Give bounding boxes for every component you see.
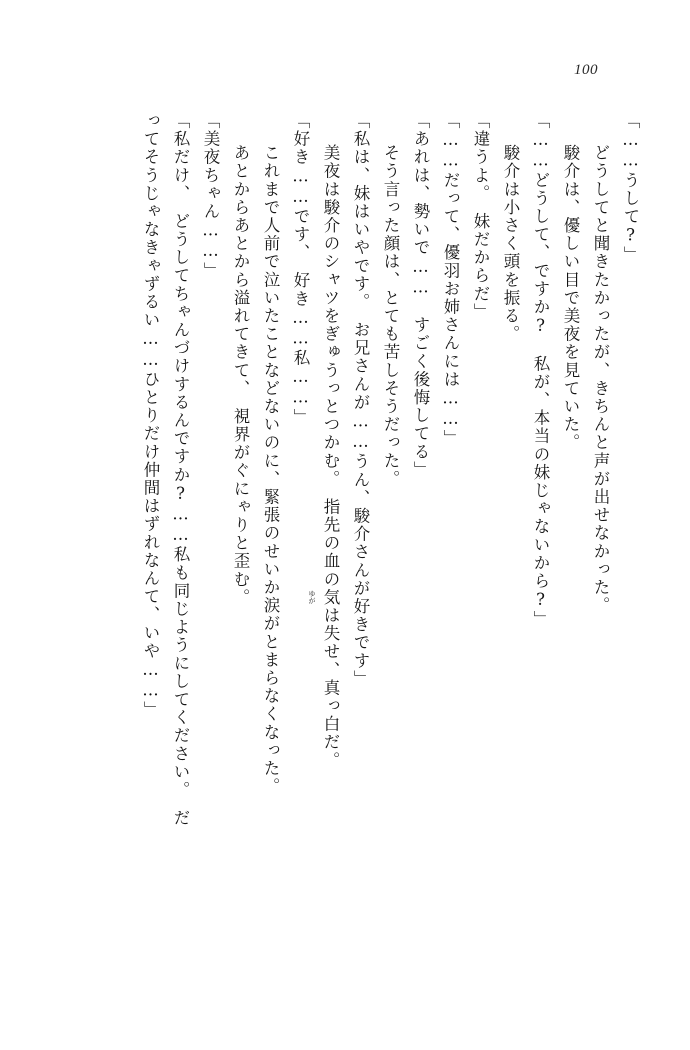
text-column: 駿介は小さく頭を振る。 xyxy=(501,126,520,344)
text-column: 「……だって、優羽お姉さんには……」 xyxy=(441,112,460,448)
vertical-text-block xyxy=(128,112,638,842)
text-column: 「違うよ。 妹だからだ」 xyxy=(471,112,490,321)
text-column: そう言った顔は、とても苦しそうだった。 xyxy=(381,126,400,488)
text-column: 美夜は駿介のシャツをぎゅうっとつかむ。 指先の血の気は失せ、真っ白だ。 xyxy=(321,126,340,770)
text-column: これまで人前で泣いたことなどないのに、緊張のせいか涙がとまらなくなった。 xyxy=(261,126,280,796)
page-number: 100 xyxy=(574,62,598,78)
text-column: 「……うして?」 xyxy=(621,112,640,265)
text-column: ってそうじゃなきゃずるい……ひとりだけ仲間はずれなんて、いや……」 xyxy=(141,112,160,720)
text-column: あとからあとから溢れてきて、 視界がぐにゃりと歪む。 xyxy=(231,126,250,607)
text-column: 「あれは、勢いで…… すごく後悔してる」 xyxy=(411,112,430,479)
text-column: 「美夜ちゃん……」 xyxy=(201,112,220,280)
text-column: 「私だけ、 どうしてちゃんづけするんですか?……私も同じようにしてください。 だ xyxy=(171,112,190,827)
ruby-annotation: ゆが xyxy=(308,590,316,604)
text-column: 「私は、妹はいやです。 お兄さんが……うん、駿介さんが好きです」 xyxy=(351,112,370,688)
text-column: 「好き……です、 好き……私……」 xyxy=(291,112,310,427)
text-column: どうしてと聞きたかったが、きちんと声が出せなかった。 xyxy=(591,126,610,615)
text-column: 「……どうして、ですか? 私が、本当の妹じゃないから?」 xyxy=(531,112,550,629)
text-column: 駿介は、優しい目で美夜を見ていた。 xyxy=(561,126,580,452)
